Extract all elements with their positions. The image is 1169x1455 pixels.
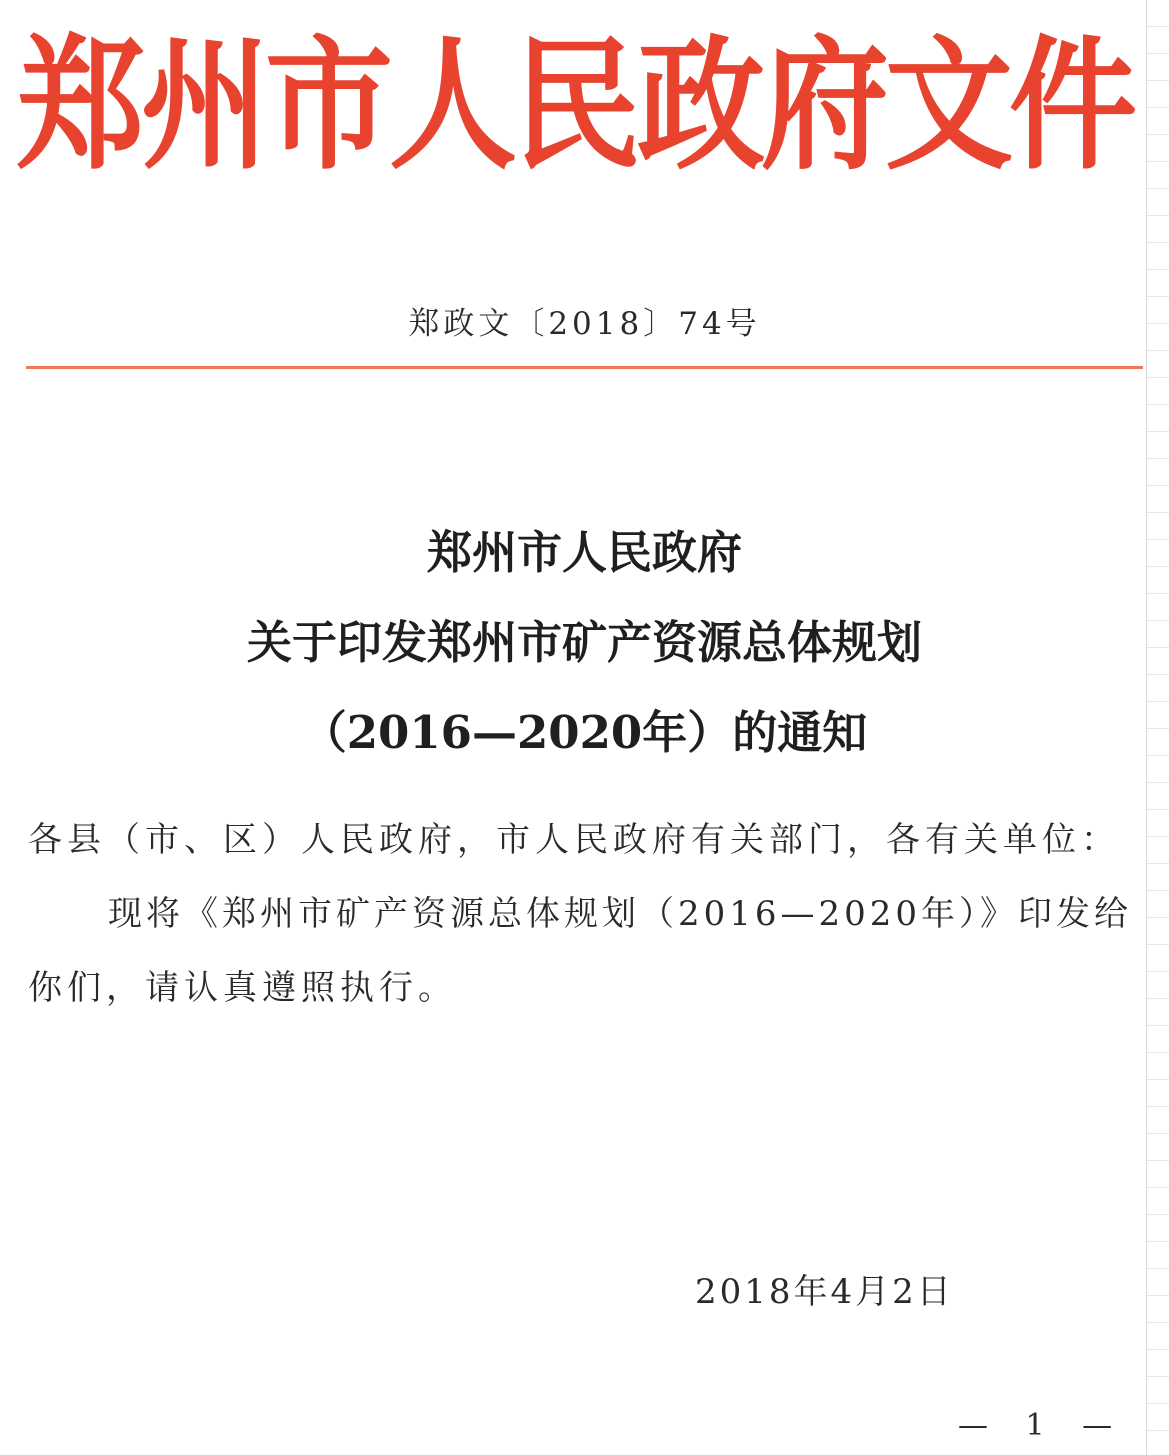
- title-line-3: （2016—2020年）的通知: [301, 706, 868, 759]
- addressee-line: 各县（市、区）人民政府，市人民政府有关部门，各有关单位：: [28, 820, 1120, 860]
- page-number: — 1 —: [958, 1408, 1127, 1443]
- title-line-1: 郑州市人民政府: [426, 526, 742, 579]
- body-paragraph-line-2: 你们，请认真遵照执行。: [28, 968, 457, 1008]
- red-separator-line: [26, 366, 1143, 369]
- issue-date: 2018年4月2日: [695, 1272, 954, 1312]
- body-paragraph-line-1: 现将《郑州市矿产资源总体规划（2016—2020年）》印发给: [108, 894, 1133, 934]
- document-masthead: 郑州市人民政府文件: [16, 22, 1133, 190]
- document-number: 郑政文〔2018〕74号: [408, 306, 761, 342]
- title-line-2: 关于印发郑州市矿产资源总体规划: [246, 616, 922, 669]
